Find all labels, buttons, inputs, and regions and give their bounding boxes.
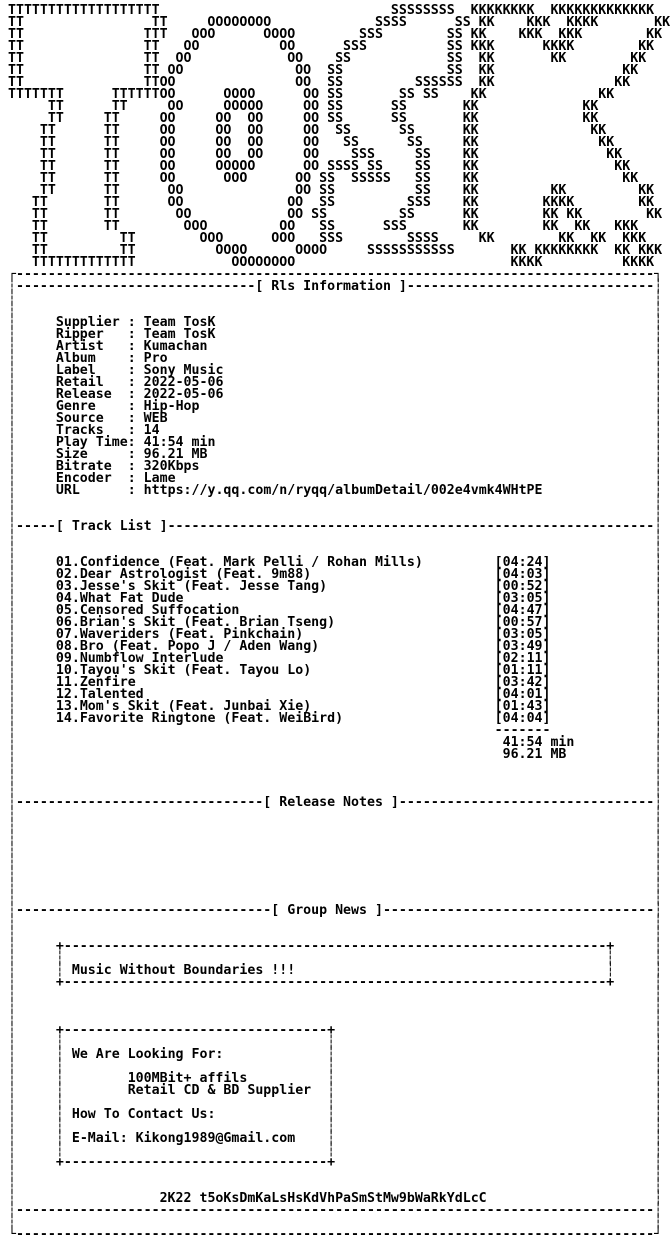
track-time: [03:49] (494, 639, 551, 654)
info-row: ┆ URL : https://y.qq.com/n/ryqq/albumDetail/002e4vmk4WHtPE ┆ (8, 483, 663, 498)
group-news-header: ┆--------------------------------[ Group News ]----------------------------------┆ (8, 903, 663, 918)
contact-title: How To Contact Us: (71, 1107, 216, 1122)
info-value: Team TosK (143, 327, 216, 342)
logo-art: TTTTTTT TTTTTTOO OOOO OO SS SS SS KK KK (8, 87, 615, 102)
recruit-box-side: ┆ ┆ ┆ ┆ (8, 1035, 663, 1050)
info-value: Team TosK (143, 315, 216, 330)
info-row: ┆ Source : WEB ┆ (8, 411, 663, 426)
email-row: ┆ ┆ E-Mail: Kikong1989@Gmail.com ┆ ┆ (8, 1131, 663, 1146)
track-row: ┆ 13.Mom's Skit (Feat. Junbai Xie) [01:43] ┆ (8, 699, 663, 714)
info-key: Tracks (55, 423, 104, 438)
release-notes-header-title: [ Release Notes ] (263, 795, 399, 810)
track-time: [04:03] (494, 567, 551, 582)
logo-art: TT TT OOOO OOOO SSSSSSSSSSS KK KKKKKKKK KK KKK (8, 243, 663, 258)
info-row: ┆ Size : 96.21 MB ┆ (8, 447, 663, 462)
track-time: [00:57] (494, 615, 551, 630)
track-time: [01:43] (494, 699, 551, 714)
looking-for-entry: 100MBit+ affils (127, 1071, 248, 1086)
logo-art: TT TT OO OO SS SS KK KK KK KK (8, 207, 663, 222)
frame-side: ┆ ┆ (8, 927, 663, 942)
frame-side: ┆ ┆ (8, 807, 663, 822)
frame-side: ┆ ┆ (8, 543, 663, 558)
logo-art: TT TT OO OOOOO OO SSSS SS SS KK KK (8, 159, 631, 174)
info-row: ┆ Artist : Kumachan ┆ (8, 339, 663, 354)
frame-side: ┆ ┆ (8, 783, 663, 798)
info-row: ┆ Album : Pro ┆ (8, 351, 663, 366)
track-number: 04 (55, 591, 72, 606)
info-key: Source (55, 411, 104, 426)
logo-art: TT TT OO OO OO OO SS SS KK KK (8, 123, 607, 138)
frame-side: ┆ ┆ (8, 999, 663, 1014)
track-number: 09 (55, 651, 72, 666)
looking-for-item: ┆ ┆ 100MBit+ affils ┆ ┆ (8, 1071, 663, 1086)
info-key: Supplier (55, 315, 120, 330)
track-time: [04:01] (494, 687, 551, 702)
track-time: [03:05] (494, 627, 551, 642)
frame-side: ┆ ┆ (8, 495, 663, 510)
track-title: Brian's Skit (Feat. Brian Tseng) (79, 615, 336, 630)
logo-art: TT TT OO OOOOO OO SS SS KK KK (8, 99, 599, 114)
recruit-box-side: ┆ ┆ ┆ ┆ (8, 1143, 663, 1158)
track-title: Censored Suffocation (79, 603, 240, 618)
track-number: 03 (55, 579, 72, 594)
footer-tag-row: ┆ 2K22 t5oKsDmKaLsHsKdVhPaSmStMw9bWaRkYdLcC ┆ (8, 1191, 663, 1206)
info-value: https://y.qq.com/n/ryqq/albumDetail/002e4vmk4WHtPE (143, 483, 543, 498)
info-row: ┆ Retail : 2022-05-06 ┆ (8, 375, 663, 390)
info-value: 96.21 MB (143, 447, 208, 462)
info-value: Lame (143, 471, 176, 486)
track-title: Jesse's Skit (Feat. Jesse Tang) (79, 579, 328, 594)
track-title: Numbflow Interlude (79, 651, 224, 666)
track-number: 02 (55, 567, 72, 582)
motto-text: Music Without Boundaries !!! (71, 963, 296, 978)
totals-size: ┆ 96.21 MB ┆ (8, 747, 663, 762)
track-number: 06 (55, 615, 72, 630)
totals-time: ┆ 41:54 min ┆ (8, 735, 663, 750)
logo-art: TT TT OO OO SS SS KK KK (8, 63, 639, 78)
frame-side: ┆ ┆ (8, 291, 663, 306)
info-row: ┆ Release : 2022-05-06 ┆ (8, 387, 663, 402)
info-key: Ripper (55, 327, 104, 342)
rls-information-header: ┆------------------------------[ Rls Information ]-------------------------------┆ (8, 279, 663, 294)
logo-art: TT TT OO OO SS SSS KK KKKK KK (8, 195, 655, 210)
frame-side: ┆ ┆ (8, 819, 663, 834)
info-value: Kumachan (143, 339, 208, 354)
logo-art: TT TT OO OO SS SS KK KK KK (8, 183, 655, 198)
info-key: Genre (55, 399, 96, 414)
track-row: ┆ 04.What Fat Dude [03:05] ┆ (8, 591, 663, 606)
frame-side: ┆ ┆ (8, 891, 663, 906)
info-key: Size (55, 447, 88, 462)
track-title: Favorite Ringtone (Feat. WeiBird) (79, 711, 344, 726)
looking-for-title: We Are Looking For: (71, 1047, 224, 1062)
totals-rule: ------- (494, 723, 551, 738)
footer-rule: ┆--------------------------------------------------------------------------------┆ (8, 1203, 663, 1218)
info-key: Label (55, 363, 96, 378)
info-key: Encoder (55, 471, 112, 486)
info-value: 14 (143, 423, 160, 438)
logo-art: TT TT OOO OOO SSS SSSS KK KK KK KKK (8, 231, 647, 246)
logo-art: TT TT OO OO OO OO SSS SS KK KK (8, 147, 623, 162)
recruit-box-side: ┆ ┆ ┆ ┆ (8, 1059, 663, 1074)
frame-side: ┆ ┆ (8, 1179, 663, 1194)
rls-information-header-title: [ Rls Information ] (255, 279, 407, 294)
motto-box-bottom: ┆ +--------------------------------------------------------------------+ ┆ (8, 975, 663, 990)
track-number: 14 (55, 711, 72, 726)
track-list-header-title: [ Track List ] (55, 519, 168, 534)
info-value: Pro (143, 351, 168, 366)
track-list-header: ┆-----[ Track List ]-------------------------------------------------------------┆ (8, 519, 663, 534)
track-time: [02:11] (494, 651, 551, 666)
info-row: ┆ Tracks : 14 ┆ (8, 423, 663, 438)
total-play-time: 41:54 min (502, 735, 575, 750)
frame-side: ┆ ┆ (8, 771, 663, 786)
looking-for-heading: ┆ ┆ We Are Looking For: ┆ ┆ (8, 1047, 663, 1062)
looking-for-item: ┆ ┆ Retail CD & BD Supplier ┆ ┆ (8, 1083, 663, 1098)
info-value: 2022-05-06 (143, 375, 224, 390)
frame-side: ┆ ┆ (8, 831, 663, 846)
track-row: ┆ 14.Favorite Ringtone (Feat. WeiBird) [04:04] ┆ (8, 711, 663, 726)
frame-side: ┆ ┆ (8, 867, 663, 882)
track-row: ┆ 05.Censored Suffocation [04:47] ┆ (8, 603, 663, 618)
frame-side: ┆ ┆ (8, 843, 663, 858)
info-key: Retail (55, 375, 104, 390)
recruit-box-side: ┆ ┆ ┆ ┆ (8, 1095, 663, 1110)
track-time: [00:52] (494, 579, 551, 594)
track-time: [03:05] (494, 591, 551, 606)
track-title: Talented (79, 687, 144, 702)
track-time: [04:04] (494, 711, 551, 726)
frame-side: ┆ ┆ (8, 303, 663, 318)
frame-bottom-border: └--------------------------------------------------------------------------------┘ (8, 1227, 663, 1242)
total-size: 96.21 MB (502, 747, 567, 762)
track-row: ┆ 01.Confidence (Feat. Mark Pelli / Rohan Mills) [04:24] ┆ (8, 555, 663, 570)
logo-art: TT TT OO OO OO OO SS SS KK KK (8, 111, 599, 126)
info-value: 2022-05-06 (143, 387, 224, 402)
logo-art: TT TTOO OO SS SSSSSS KK KK (8, 75, 631, 90)
info-key: Bitrate (55, 459, 112, 474)
track-row: ┆ 09.Numbflow Interlude [02:11] ┆ (8, 651, 663, 666)
track-number: 12 (55, 687, 72, 702)
track-time: [03:42] (494, 675, 551, 690)
track-title: Tayou's Skit (Feat. Tayou Lo) (79, 663, 312, 678)
frame-top-border: ┌--------------------------------------------------------------------------------┐ (8, 267, 663, 282)
info-key: Play Time (55, 435, 128, 450)
email-label: E-Mail: (71, 1131, 128, 1146)
info-row: ┆ Play Time: 41:54 min ┆ (8, 435, 663, 450)
track-row: ┆ 02.Dear Astrologist (Feat. 9m88) [04:03] ┆ (8, 567, 663, 582)
frame-side: ┆ ┆ (8, 1167, 663, 1182)
track-title: Bro (Feat. Popo J / Aden Wang) (79, 639, 320, 654)
info-key: Release (55, 387, 112, 402)
track-number: 11 (55, 675, 72, 690)
logo-art: TTTTTTTTTTTTTTTTTTT SSSSSSSS KKKKKKKK KKKKKKKKKKKKK (8, 3, 655, 18)
info-row: ┆ Supplier : Team TosK ┆ (8, 315, 663, 330)
group-news-header-title: [ Group News ] (271, 903, 383, 918)
logo-art: TT TT OO OO SSS SS KKK KKKK KK (8, 39, 655, 54)
track-title: Zenfire (79, 675, 136, 690)
info-row: ┆ Ripper : Team TosK ┆ (8, 327, 663, 342)
info-row: ┆ Encoder : Lame ┆ (8, 471, 663, 486)
track-row: ┆ 03.Jesse's Skit (Feat. Jesse Tang) [00:52] ┆ (8, 579, 663, 594)
track-title: Waveriders (Feat. Pinkchain) (79, 627, 304, 642)
logo-art: TT TT OO OO OO OO SS SS KK KK (8, 135, 615, 150)
frame-side: ┆ ┆ (8, 1215, 663, 1230)
frame-side: ┆ ┆ (8, 759, 663, 774)
logo-art: TT TT OOOOOOOO SSSS SS KK KKK KKKK KK (8, 15, 671, 30)
logo-art: TT TT OO OOO OO SS SSSSS SS KK KK (8, 171, 639, 186)
track-number: 13 (55, 699, 72, 714)
info-value: 320Kbps (143, 459, 200, 474)
footer-tag: 2K22 t5oKsDmKaLsHsKdVhPaSmStMw9bWaRkYdLcC (159, 1191, 487, 1206)
recruit-box-side: ┆ ┆ ┆ ┆ (8, 1119, 663, 1134)
track-title: Dear Astrologist (Feat. 9m88) (79, 567, 312, 582)
frame-side: ┆ ┆ (8, 855, 663, 870)
logo-art: TT TTT OOO OOOO SSS SS KK KKK KKK KK (8, 27, 663, 42)
track-row: ┆ 08.Bro (Feat. Popo J / Aden Wang) [03:49] ┆ (8, 639, 663, 654)
info-row: ┆ Label : Sony Music ┆ (8, 363, 663, 378)
release-notes-header: ┆-------------------------------[ Release Notes ]--------------------------------┆ (8, 795, 663, 810)
track-number: 10 (55, 663, 72, 678)
email-address: Kikong1989@Gmail.com (135, 1131, 296, 1146)
motto-box-side: ┆ ┆ ┆ ┆ (8, 951, 663, 966)
track-title: What Fat Dude (79, 591, 184, 606)
track-number: 05 (55, 603, 72, 618)
looking-for-entry: Retail CD & BD Supplier (127, 1083, 312, 1098)
info-value: WEB (143, 411, 168, 426)
track-title: Mom's Skit (Feat. Junbai Xie) (79, 699, 312, 714)
info-value: Sony Music (143, 363, 224, 378)
info-value: Hip-Hop (143, 399, 200, 414)
info-value: 41:54 min (143, 435, 216, 450)
track-number: 07 (55, 627, 72, 642)
logo-art: TTTTTTTTTTTTT OOOOOOOO KKKK KKKK (8, 255, 655, 270)
frame-side: ┆ ┆ (8, 879, 663, 894)
track-time: [01:11] (494, 663, 551, 678)
totals-divider: ┆ ------- ┆ (8, 723, 663, 738)
frame-side: ┆ ┆ (8, 507, 663, 522)
track-row: ┆ 06.Brian's Skit (Feat. Brian Tseng) [00:57] ┆ (8, 615, 663, 630)
recruit-box-bottom: ┆ +---------------------------------+ ┆ (8, 1155, 663, 1170)
track-row: ┆ 11.Zenfire [03:42] ┆ (8, 675, 663, 690)
frame-bottom (8, 1229, 672, 1241)
frame-side: ┆ ┆ (8, 531, 663, 546)
motto-box-top: ┆ +--------------------------------------------------------------------+ ┆ (8, 939, 663, 954)
track-title: Confidence (Feat. Mark Pelli / Rohan Mills) (79, 555, 423, 570)
contact-heading: ┆ ┆ How To Contact Us: ┆ ┆ (8, 1107, 663, 1122)
info-row: ┆ Bitrate : 320Kbps ┆ (8, 459, 663, 474)
frame-side: ┆ ┆ (8, 915, 663, 930)
track-row: ┆ 12.Talented [04:01] ┆ (8, 687, 663, 702)
motto-row: ┆ ┆ Music Without Boundaries !!! ┆ ┆ (8, 963, 663, 978)
track-time: [04:47] (494, 603, 551, 618)
info-row: ┆ Genre : Hip-Hop ┆ (8, 399, 663, 414)
info-key: Artist (55, 339, 104, 354)
track-time: [04:24] (494, 555, 551, 570)
recruit-box-top: ┆ +---------------------------------+ ┆ (8, 1023, 663, 1038)
track-number: 08 (55, 639, 72, 654)
frame-side: ┆ ┆ (8, 1011, 663, 1026)
logo-art: TT TT OO OO SS SS KK KK KK (8, 51, 647, 66)
track-row: ┆ 07.Waveriders (Feat. Pinkchain) [03:05] ┆ (8, 627, 663, 642)
track-number: 01 (55, 555, 72, 570)
logo-art: TT TT OOO OO SS SSS KK KK KK KKK (8, 219, 639, 234)
track-row: ┆ 10.Tayou's Skit (Feat. Tayou Lo) [01:11] ┆ (8, 663, 663, 678)
frame-side: ┆ ┆ (8, 987, 663, 1002)
info-key: URL (55, 483, 80, 498)
info-key: Album (55, 351, 96, 366)
